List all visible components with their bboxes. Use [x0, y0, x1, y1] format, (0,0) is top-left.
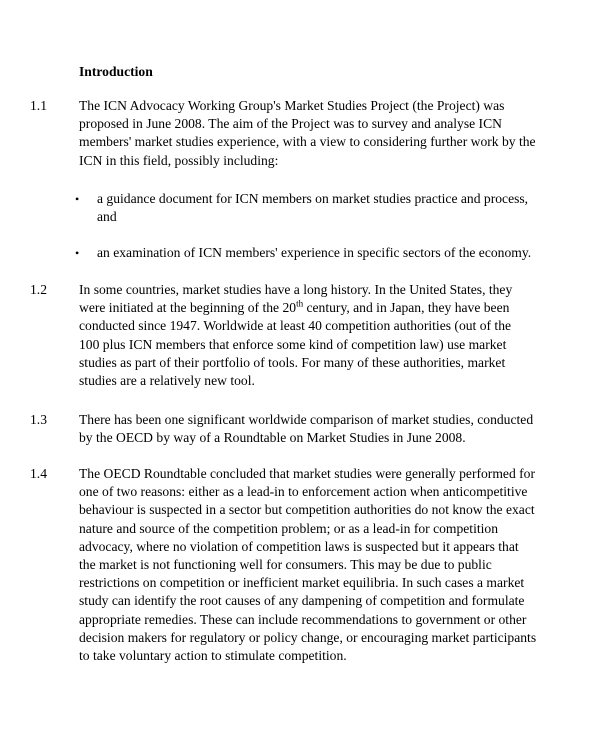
text-line: studies are a relatively new tool.	[79, 373, 255, 389]
bullet-text	[97, 244, 547, 262]
text-line: to take voluntary action to stimulate competition.	[79, 648, 347, 664]
paragraph-number: 1.3	[30, 412, 47, 427]
paragraph-number: 1.2	[30, 282, 47, 297]
text-line: In some countries, market studies have a long history. In the United States, they	[79, 282, 513, 297]
text-line: one of two reasons: either as a lead-in to enforcement action when anticompetitive	[79, 484, 528, 500]
text-line: decision makers for regulatory or policy change, or encouraging market participants	[79, 629, 537, 645]
text-line: and	[97, 209, 117, 225]
text-line: 100 plus ICN members that enforce some kind of competition law) use market	[79, 336, 507, 352]
section-heading: Introduction	[79, 64, 153, 79]
text-line: an examination of ICN members' experience in specific sectors of the economy.	[97, 245, 532, 260]
bullet-icon: •	[75, 246, 80, 260]
text-line: the market is not functioning well for consumers. This may be due to public	[79, 557, 492, 573]
text-line: ICN in this field, possibly including:	[79, 152, 279, 168]
text-fragment: century, and in Japan, they have been	[303, 300, 510, 316]
text-line: The OECD Roundtable concluded that market studies were generally performed for	[79, 466, 535, 481]
paragraph-text	[79, 97, 549, 170]
paragraph-text	[79, 411, 549, 447]
text-line: behaviour is suspected in a sector but competition authorities do not know the exact	[79, 502, 535, 518]
text-line: advocacy, where no violation of competition laws is suspected but it appears that	[79, 538, 519, 554]
text-line: There has been one significant worldwide comparison of market studies, conducted	[79, 412, 534, 427]
text-line: appropriate remedies. These can include recommendations to government or other	[79, 611, 527, 627]
paragraph-number: 1.4	[30, 466, 47, 481]
bullet-text	[97, 190, 547, 226]
text-line: The ICN Advocacy Working Group's Market Studies Project (the Project) was	[79, 98, 505, 113]
text-line: restrictions on competition or inefficient market equilibria. In such cases a market	[79, 575, 525, 591]
text-line	[79, 299, 549, 317]
text-line: studies as part of their portfolio of tools. For many of these authorities, market	[79, 354, 506, 370]
bullet-icon: •	[75, 192, 80, 206]
text-line: study can identify the root causes of any dampening of competition and formulate	[79, 593, 525, 609]
paragraph-number: 1.1	[30, 98, 47, 113]
text-line: nature and source of the competition problem; or as a lead-in for competition	[79, 520, 499, 536]
text-line: members' market studies experience, with a view to considering further work by the	[79, 134, 536, 150]
text-fragment: were initiated at the beginning of the 20	[79, 300, 297, 316]
paragraph-text	[79, 281, 549, 390]
paragraph-text	[79, 465, 549, 665]
text-line: a guidance document for ICN members on market studies practice and process,	[97, 191, 529, 206]
superscript: th	[296, 298, 304, 309]
text-line: proposed in June 2008. The aim of the Project was to survey and analyse ICN	[79, 116, 502, 132]
text-line: conducted since 1947. Worldwide at least 40 competition authorities (out of the	[79, 318, 512, 334]
text-line: by the OECD by way of a Roundtable on Market Studies in June 2008.	[79, 430, 466, 446]
